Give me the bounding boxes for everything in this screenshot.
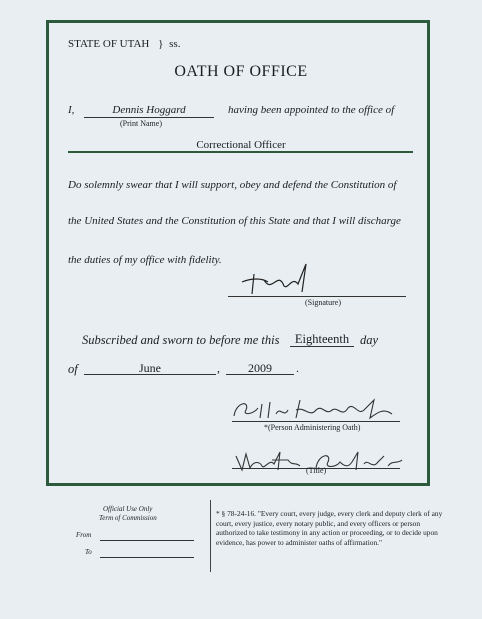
official-use-heading: Official Use Only — [103, 505, 153, 513]
to-field-line — [100, 557, 194, 558]
year-value: 2009 — [248, 361, 272, 375]
name-underline — [84, 117, 214, 118]
office-underline — [68, 151, 413, 153]
period: . — [296, 361, 299, 375]
appointed-text: having been appointed to the office of — [228, 104, 395, 116]
day-underline — [290, 346, 354, 347]
administrator-caption: *(Person Administering Oath) — [264, 423, 361, 432]
oath-line-3: the duties of my office with fidelity. — [68, 254, 222, 266]
signature-caption: (Signature) — [305, 298, 341, 307]
day-value: Eighteenth — [294, 332, 350, 346]
brace: } — [158, 38, 164, 50]
signature-line — [228, 296, 406, 297]
term-of-commission-heading: Term of Commission — [99, 514, 157, 522]
month-value: June — [139, 361, 161, 375]
administrator-signature — [230, 396, 400, 424]
year-underline — [226, 374, 294, 375]
day-word: day — [360, 333, 379, 347]
oath-line-2: the United States and the Constitution of this State and that I will discharge — [68, 215, 401, 227]
from-field-line — [100, 540, 194, 541]
oath-taker-signature — [232, 260, 322, 298]
footer-divider — [210, 500, 211, 572]
from-label: From — [76, 531, 92, 539]
administrator-line — [232, 421, 400, 422]
subscribed-text: Subscribed and sworn to before me this — [82, 333, 280, 347]
pronoun: I, — [68, 104, 75, 116]
page-title: OATH OF OFFICE — [174, 63, 308, 80]
print-name-caption: (Print Name) — [120, 119, 162, 128]
ss-abbreviation: ss. — [169, 38, 181, 50]
comma: , — [217, 361, 220, 375]
statute-text: * § 78-24-16. "Every court, every judge, every clerk and deputy clerk of any court, every justice, every notary public, and every officers or person authorized to take testimony in any action or proceeding, or to decide upon evidence, has power to administer oaths of affirmation." — [216, 509, 443, 547]
state-name: STATE OF UTAH — [68, 38, 150, 50]
state-line — [68, 38, 180, 50]
oath-line-1: Do solemnly swear that I will support, obey and defend the Constitution of — [68, 179, 397, 191]
name-value: Dennis Hoggard — [112, 104, 186, 116]
month-underline — [84, 374, 216, 375]
title-caption: (Title) — [306, 466, 327, 475]
of-word: of — [68, 362, 78, 376]
to-label: To — [85, 548, 92, 556]
office-value: Correctional Officer — [196, 139, 286, 151]
